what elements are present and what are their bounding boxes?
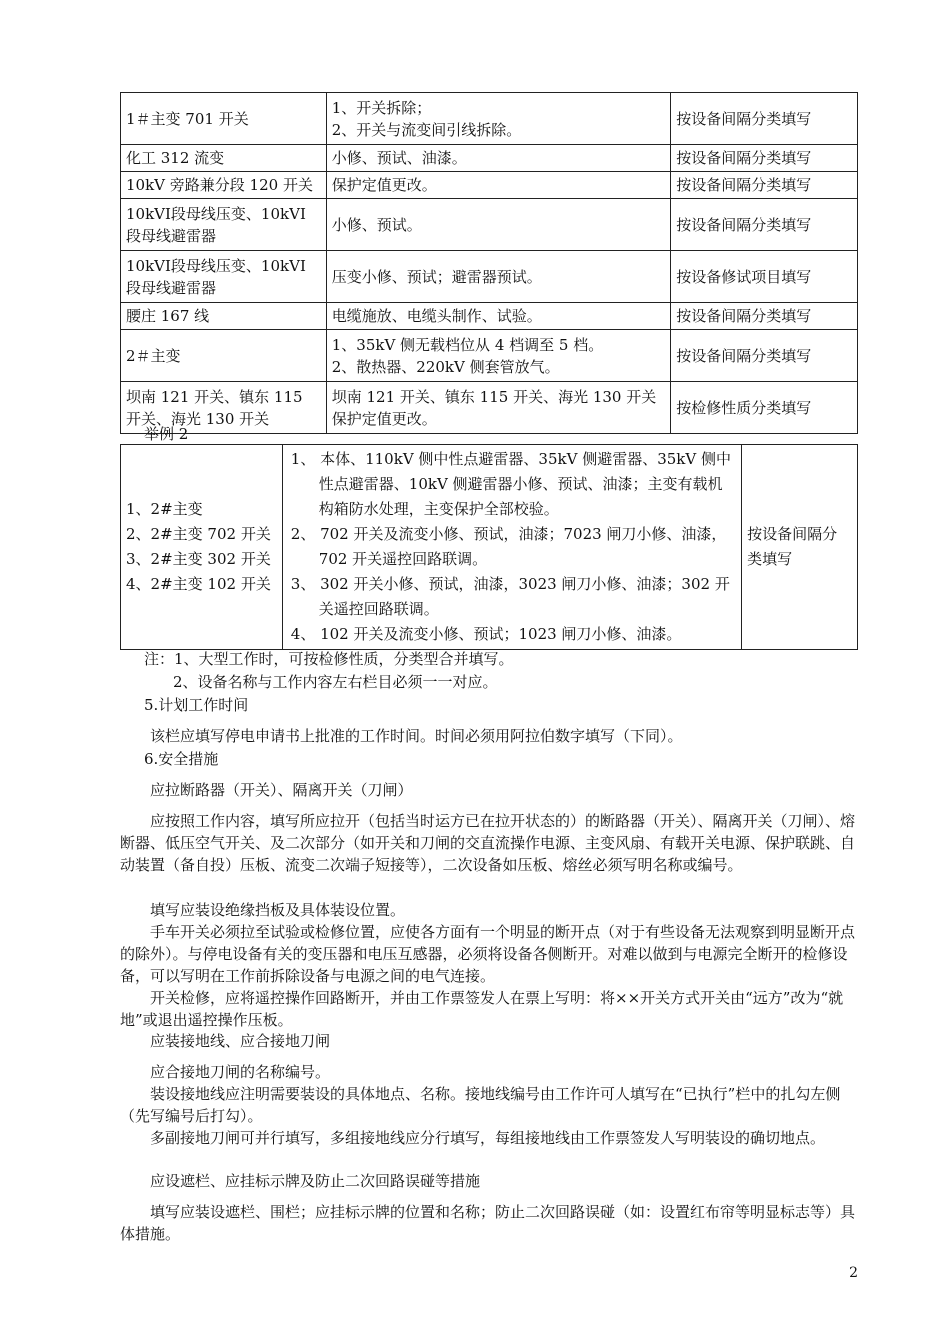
content-cell: [282, 445, 741, 650]
note-cell: 按设备间隔分类填写: [671, 172, 858, 199]
table-row: [121, 330, 858, 382]
note-2: 2、设备名称与工作内容左右栏目必须一一对应。: [173, 673, 498, 691]
table-row: [121, 172, 858, 199]
section-5-title: 5.计划工作时间: [144, 696, 249, 714]
paragraph: 开关检修，应将遥控操作回路断开，并由工作票签发人在票上写明：将××开关方式开关由“远方”改为“就地”或退出遥控操作压板。: [120, 989, 844, 1029]
example1-table: [120, 92, 858, 434]
content-cell: 坝南 121 开关、镇东 115 开关、海光 130 开关保护定值更改。: [326, 382, 671, 434]
content-cell: 1、35kV 侧无载档位从 4 档调至 5 档。 2、散热器、220kV 侧套管放气。: [326, 330, 671, 382]
paragraph: 填写应装设遮栏、围栏；应挂标示牌的位置和名称；防止二次回路误碰（如：设置红布帘等明显标志等）具体措施。: [120, 1203, 856, 1243]
subheading-grounding: 应装接地线、应合接地刀闸: [150, 1032, 331, 1050]
content-cell: 小修、预试、油漆。: [326, 145, 671, 172]
section-5-body: 该栏应填写停电申请书上批准的工作时间。时间必须用阿拉伯数字填写（下同）。: [150, 727, 683, 745]
note-cell: 按设备间隔分类填写: [671, 303, 858, 330]
note-cell: 按设备间隔分类填写: [671, 93, 858, 145]
content-cell: 压变小修、预试；避雷器预试。: [326, 251, 671, 303]
list-item: 2、 702 开关及流变小修、预试，油漆；7023 闸刀小修、油漆，702 开关遥控回路联调。: [290, 525, 727, 568]
example2-label: 举例 2: [144, 425, 189, 443]
table-row: [121, 251, 858, 303]
paragraph: 填写应装设绝缘挡板及具体装设位置。: [150, 901, 406, 919]
table-row: [121, 445, 858, 650]
note-cell: 按检修性质分类填写: [671, 382, 858, 434]
table-row: [121, 303, 858, 330]
example2-table: [120, 444, 858, 650]
table-row: [121, 199, 858, 251]
page-number: 2: [849, 1265, 858, 1281]
content-cell: 电缆施放、电缆头制作、试验。: [326, 303, 671, 330]
subheading-open-breakers: 应拉断路器（开关）、隔离开关（刀闸）: [150, 781, 413, 799]
list-item: 1、 本体、110kV 侧中性点避雷器、35kV 侧避雷器、35kV 侧中性点避雷器、10kV 侧避雷器小修、预试、油漆；主变有载机构箱防水处理，主变保护全部校验。: [290, 450, 731, 518]
device-cell: 2＃主变: [121, 330, 327, 382]
device-cell: 10kV 旁路兼分段 120 开关: [121, 172, 327, 199]
paragraph: 应按照工作内容，填写所应拉开（包括当时运方已在拉开状态的）的断路器（开关）、隔离开关（刀闸）、熔断器、低压空气开关、及二次部分（如开关和刀闸的交直流操作电源、主变风扇、有载开关电源、保护联跳、自动装置（备自投）压板、流变二次端子短接等），二次设备如压板、熔丝必须写明名称或编号。: [120, 812, 856, 874]
paragraph: 装设接地线应注明需要装设的具体地点、名称。接地线编号由工作许可人填写在“已执行”栏中的扎勾左侧（先写编号后打勾）。: [120, 1085, 841, 1125]
section-6-title: 6.安全措施: [144, 750, 219, 768]
note-cell: 按设备修试项目填写: [671, 251, 858, 303]
device-cell: 10kVⅠ段母线压变、10kVⅠ段母线避雷器: [121, 251, 327, 303]
paragraph: 多副接地刀闸可并行填写，多组接地线应分行填写，每组接地线由工作票签发人写明装设的确切地点。: [150, 1129, 826, 1147]
device-cell: 坝南 121 开关、镇东 115 开关、海光 130 开关: [121, 382, 327, 434]
list-item: 4、 102 开关及流变小修、预试；1023 闸刀小修、油漆。: [290, 625, 682, 643]
note-cell: 按设备间隔分类填写: [742, 445, 858, 650]
note-cell: 按设备间隔分类填写: [671, 199, 858, 251]
note-cell: 按设备间隔分类填写: [671, 145, 858, 172]
device-cell: 1、2#主变 2、2#主变 702 开关 3、2#主变 302 开关 4、2#主变 102 开关: [121, 445, 283, 650]
device-cell: 10kVⅠ段母线压变、10kVⅠ段母线避雷器: [121, 199, 327, 251]
device-cell: 1＃主变 701 开关: [121, 93, 327, 145]
subheading-barriers: 应设遮栏、应挂标示牌及防止二次回路误碰等措施: [150, 1172, 481, 1190]
paragraph: 手车开关必须拉至试验或检修位置，应使各方面有一个明显的断开点（对于有些设备无法观察到明显断开点的除外）。与停电设备有关的变压器和电压互感器，必须将设备各侧断开。对难以做到与电源完全断开的检修设备，可以写明在工作前拆除设备与电源之间的电气连接。: [120, 923, 856, 985]
device-cell: 腰庄 167 线: [121, 303, 327, 330]
table-row: [121, 93, 858, 145]
content-cell: 保护定值更改。: [326, 172, 671, 199]
paragraph: 应合接地刀闸的名称编号。: [150, 1063, 331, 1081]
table-row: [121, 145, 858, 172]
note-cell: 按设备间隔分类填写: [671, 330, 858, 382]
device-cell: 化工 312 流变: [121, 145, 327, 172]
content-cell: 1、开关拆除； 2、开关与流变间引线拆除。: [326, 93, 671, 145]
list-item: 3、 302 开关小修、预试，油漆，3023 闸刀小修、油漆；302 开关遥控回路联调。: [290, 575, 730, 618]
content-cell: 小修、预试。: [326, 199, 671, 251]
note-1: 注：1、大型工作时，可按检修性质，分类型合并填写。: [144, 650, 514, 668]
